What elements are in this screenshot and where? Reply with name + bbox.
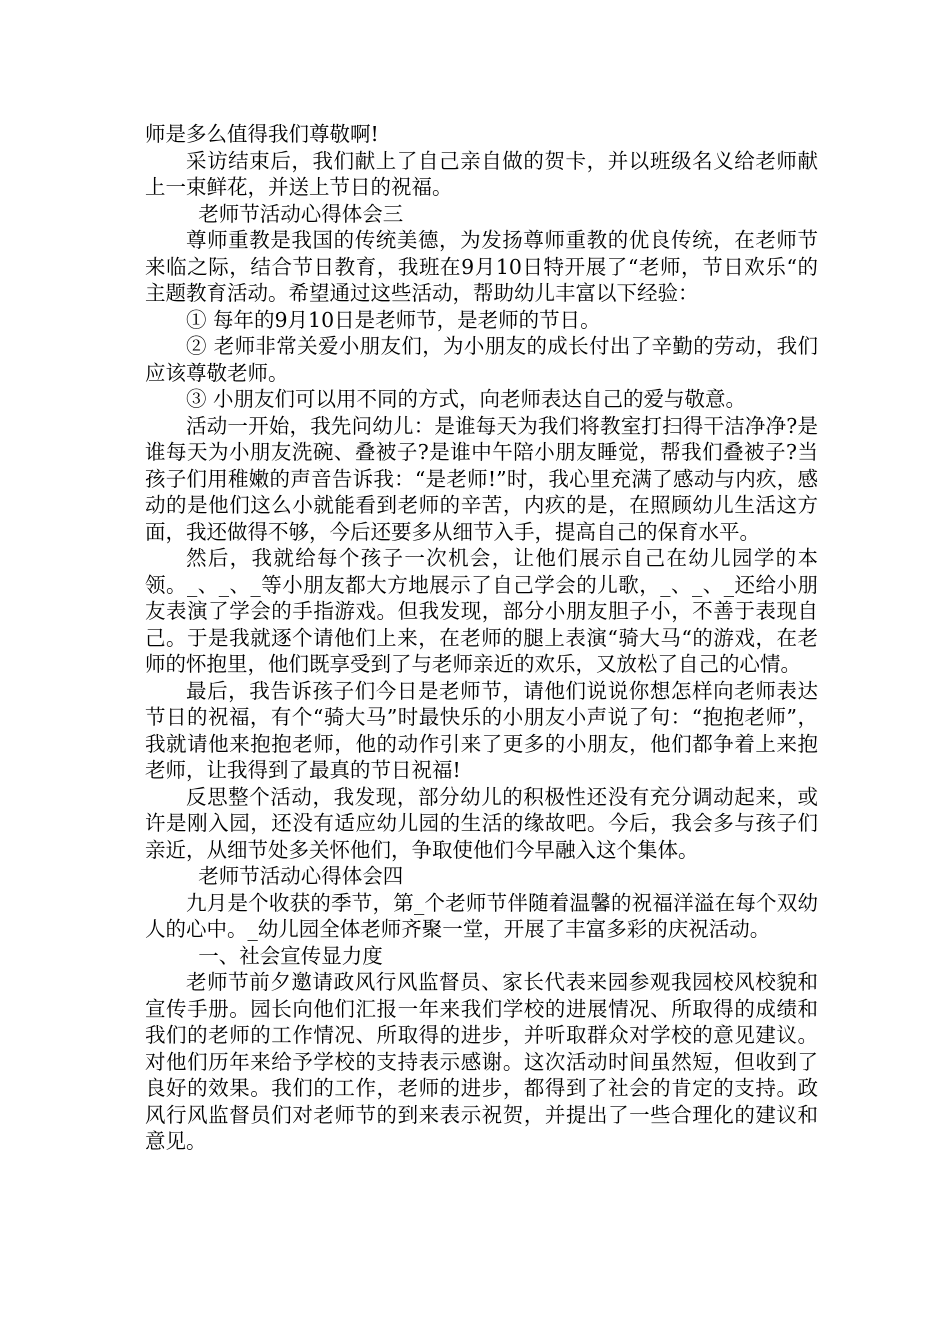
paragraph-supervisors: 老师节前夕邀请政风行风监督员、家长代表来园参观我园校风校貌和宣传手册。园长向他们汇报一年来我们学校的进展情况、所取得的成绩和我们的老师的工作情况、所取得的进步，并听取群众对学校的意见建议。对他们历年来给予学校的支持表示感谢。这次活动时间虽然短，但收到了良好的效果。我们的工作，老师的进步，都得到了社会的肯定的支持。政风行风监督员们对老师节的到来表示祝贺，并提出了一些合理化的建议和意见。 <box>145 970 818 1153</box>
paragraph-reflection: 反思整个活动，我发现，部分幼儿的积极性还没有充分调动起来，或许是刚入园，还没有适应幼儿园的生活的缘故吧。今后，我会多与孩子们亲近，从细节处多关怀他们，争取使他们今早融入这个集体。 <box>145 784 818 862</box>
section-heading-four: 老师节活动心得体会四 <box>198 864 404 888</box>
paragraph-showcase: 然后，我就给每个孩子一次机会，让他们展示自己在幼儿园学的本领。_、_、_等小朋友都大方地展示了自己学会的儿歌，_、_、_还给小朋友表演了学会的手指游戏。但我发现，部分小朋友胆子小，不善于表现自己。于是我就逐个请他们上来，在老师的腿上表演“骑大马“的游戏，在老师的怀抱里，他们既享受到了与老师亲近的欢乐，又放松了自己的心情。 <box>145 546 818 676</box>
list-item-3: ③ 小朋友们可以用不同的方式，向老师表达自己的爱与敬意。 <box>186 387 747 411</box>
paragraph-september: 九月是个收获的季节，第_个老师节伴随着温馨的祝福洋溢在每个双幼人的心中。_幼儿园全体老师齐聚一堂，开展了丰富多彩的庆祝活动。 <box>145 890 818 941</box>
paragraph-card-flowers: 采访结束后，我们献上了自己亲自做的贺卡，并以班级名义给老师献上一束鲜花，并送上节日的祝福。 <box>145 148 818 199</box>
list-item-2: ② 老师非常关爱小朋友们，为小朋友的成长付出了辛勤的劳动，我们应该尊敬老师。 <box>145 334 818 385</box>
paragraph-continuation: 师是多么值得我们尊敬啊! <box>145 122 379 146</box>
subheading-social-publicity: 一、社会宣传显力度 <box>198 943 383 968</box>
paragraph-intro-three: 尊师重教是我国的传统美德，为发扬尊师重教的优良传统，在老师节来临之际，结合节日教育，我班在9月10日特开展了“老师，节日欢乐“的主题教育活动。希望通过这些活动，帮助幼儿丰富以下经验： <box>145 228 818 305</box>
list-item-1: ① 每年的9月10日是老师节，是老师的节日。 <box>186 307 601 332</box>
paragraph-finally: 最后，我告诉孩子们今日是老师节，请他们说说你想怎样向老师表达节日的祝福，有个“骑大马”时最快乐的小朋友小声说了句：“抱抱老师”，我就请他来抱抱老师，他的动作引来了更多的小朋友，他们都争着上来抱老师，让我得到了最真的节日祝福! <box>145 678 818 782</box>
section-heading-three: 老师节活动心得体会三 <box>198 201 404 226</box>
paragraph-activity-start: 活动一开始，我先问幼儿：是谁每天为我们将教室打扫得干洁净净?是谁每天为小朋友洗碗、叠被子?是谁中午陪小朋友睡觉，帮我们叠被子?当孩子们用稚嫩的声音告诉我：“是老师!”时，我心里充满了感动与内疚，感动的是他们这么小就能看到老师的辛苦，内疚的是，在照顾幼儿生活这方面，我还做得不够，今后还要多从细节入手，提高自己的保育水平。 <box>145 413 818 544</box>
